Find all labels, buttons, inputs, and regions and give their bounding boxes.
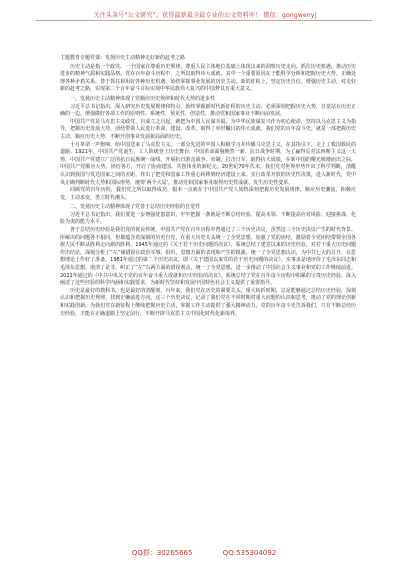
paragraph: 十月革命一声炮响，给中国送来了马克思主义，一部分先进的中国人积极学习并传播马克思主义，在其指引下，走上了救国救民的道路。1921年，中国共产党诞生，工人阶级登上历史舞台，中国革命面貌焕然一新。抗日战争时期，为了赢得反对法西斯主义这一大势，中国共产党建立广泛的抗日民族统一战线，开展抗日游击战争，牵制、打击日军，取得抗大成绩，在新中国的曙光喷薄而出之际，中国共产党顺应大势，团结各方，开启了协商建国、共创伟业的新纪元。20世纪70年代末，我们党对世界形势作出了科学判断，清醒认识到我国与发达国家之间的差距，作出了把党和国家工作重心转移到经济建设上来、实行改革开放的历史性决策，进入新时代，党中央正确判断时代大势和国际形势，统筹‘两个大局’，推动党和国家事业取得历史性成就、发生历史性变革。 [60,141,356,186]
paragraph: 中国共产党是马克思主义政党，自成立之日起，就把为中国人民谋幸福、为中华民族谋复兴作为初心使命，坚持以马克思主义为指导，把握历史发展大势，团结带领人民进行革命、建设、改革，取得了举世瞩目的伟大成就。我们党的百年奋斗史，就是一部把握历史主动、顺应历史大势、不断开创事业发展新局面的历史。 [60,118,356,140]
paragraph: 习近平总书记指出，深入研究历史发展规律和特点，始终掌握新时代新征程的历史主动，必须深刻把握历史大势，自觉站在历史正确的一边，增强做好各项工作的原则性、系统性、预见性、创造性，推动党和国家事业不断向前发展。 [60,103,356,118]
paragraph: 回顾党的百年历程，我们党之所以取得成功，根本一点就在于中国共产党人始终深刻把握历史发展规律，顺应历史潮流，积极应变，主动求变，勇立时代潮头。 [60,187,356,201]
paragraph: 历史是最好的教科书，也是最好的清醒剂。百年来，我们党在历史的紧要关头、重大转折时期，总是能够通过总结历史经验，深刻认识和把握历史规律，找到正确前进方向。这三个历史决议，记录了我们党在不同时期对重大问题的认识和思考，推动了党的理论创新和实践创新，为我们党在新征程上继续把握历史主动、掌握工作主动提供了强大精神动力。党的百年奋斗史告诉我们，只有不断总结历史经验，才能在正确道路上坚定前行，不断开辟马克思主义中国化时代化新境界。 [60,287,356,317]
paragraph: 历史主动是指一个政党、一个国家在尊重历史规律，尊重人民主体地位基础上体现出来的洞察历史走向、抓住历史机遇、推动历史进步的精神气质和实践品格。党在百年奋斗历程中，之所以取得伟大成就，其中一个重要原因在于能科学分析和把握历史大势，正确处理各种矛盾关系，善于抓住和用好各种历史机遇，始终掌握事业发展的历史主动。新的征程上，坚定历史自信，增强历史主动，对走好新的赶考之路，实现第二个百年奋斗目标实现中华民族伟大复兴的中国梦具有重大意义。 [60,63,356,93]
section-heading: 二、发扬历史主动精神体现了党善于总结历史经验的自觉性 [70,204,201,211]
header-divider [36,20,372,21]
document-title: 主题教育专题党课：发扬历史主动精神走好新的赶考之路 [60,55,186,61]
qq-label: QQ:535304092 [222,549,277,557]
paragraph: 善于总结历史经验是我们党的优良传统。中国共产党在百年历程中曾通过了三个历史决议，虽然这三个历史决议产生的时代背景、所解决的问题各不相同，但都蕴含着深刻的历史自觉，在重大历史关头统一了全党思想，加强了党的团结，激励着全党团结带领全国各族人民不断从胜利走向新的胜利。1945年通过的《关于若干历史问题的决议》，系统总结了建党以来的历史经验，对若干重大历史问题作出结论，深刻分析了“左”倾错误在政治军事、组织、思想方面的表现和产生的根源，统一了全党思想认识，为中共七大的召开，在思想理论上作好了准备。1981年通过的第二个历史决议，即《关于建国以来党的若干历史问题的决议》，实事求是地评价了毛泽东同志和毛泽东思想，澄清了是非，纠正了“左”右两方面的错误观点，统一了全党思想，进一步推动了中国社会主义事业和党的工作继续前进。2021年通过的《中共中央关于党的百年奋斗重大成就和历史经验的决议》，系统总结了党在百年奋斗历程中积累的宝贵历史经验，深入阐述了这些经验的科学内涵和实践要求，为新时代坚持和发展中国特色社会主义提供了重要指导。 [60,227,356,287]
footer-contact [0,548,408,558]
paragraph: 习近平总书记指出，我们要进一步增强忧患意识，牢牢把握一条就是不断总结经验、提高本领、不断提高应对风险、迎接挑战、化险为夷的能力水平。 [60,211,356,226]
header-banner[interactable]: 关注头条号“公文研究”，获得最新最全最专业的公文资料库！ 微信：gongwenyj [93,12,317,19]
section-heading: 一、发扬历史主动精神体现了党顺应历史规律和时代大势的进步性 [70,95,216,102]
document-body [60,55,356,318]
qq-group-label: QQ群：30265665 [131,549,193,557]
